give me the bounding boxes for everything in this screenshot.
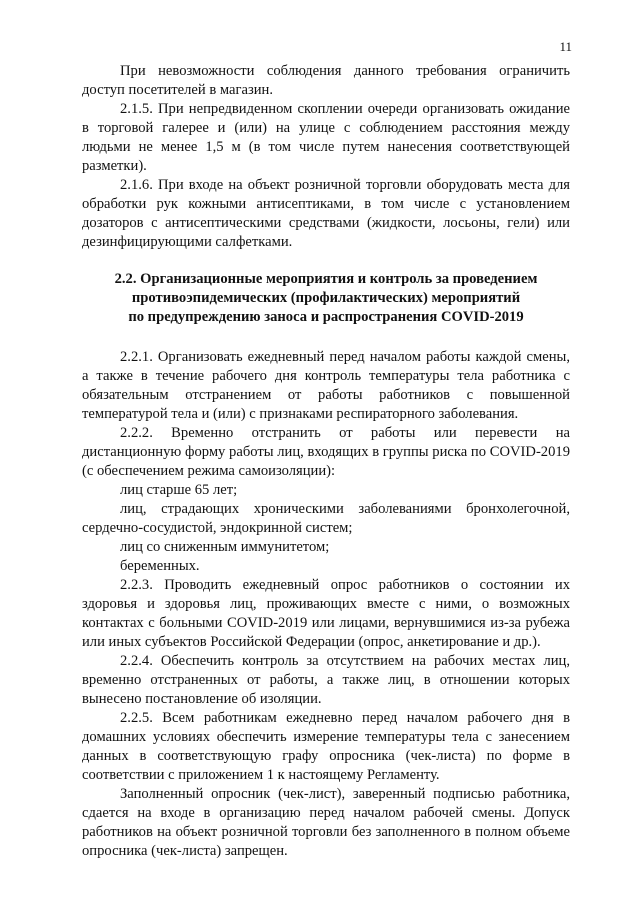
section-heading [82,270,570,327]
heading-line: 2.2. Организационные мероприятия и контроль за проведением [114,271,538,287]
paragraph: При невозможности соблюдения данного требования ограничить доступ посетителей в магазин. [82,63,570,98]
paragraph: 2.2.1. Организовать ежедневный перед началом работы каждой смены, а также в течение рабочего дня контроль температуры тела работника с обязательным отстранением от работы работников с повышенной температурой тела и (или) с признаками респираторного заболевания. [82,349,570,422]
heading-line: по предупреждению заноса и распространения COVID-2019 [128,309,524,325]
spacer [82,252,570,270]
paragraph: 2.2.3. Проводить ежедневный опрос работников о состоянии их здоровья и здоровья лиц, проживающих вместе с ними, о возможных контактах с больными COVID-2019 или лицами, вернувшимися из-за рубежа или иных субъектов Российской Федерации (опрос, анкетирование и др.). [82,577,570,650]
paragraph: 2.2.5. Всем работникам ежедневно перед началом рабочего дня в домашних условиях обеспечить измерение температуры тела с занесением данных в соответствующую графу опросника (чек-листа) по форме в соответствии с приложением 1 к настоящему Регламенту. [82,710,570,783]
document-body [82,62,570,861]
list-item: лиц, страдающих хроническими заболеваниями бронхолегочной, сердечно-сосудистой, эндокринной систем; [82,501,570,536]
list-item: беременных. [120,558,200,574]
heading-line: противоэпидемических (профилактических) мероприятий [131,290,521,306]
paragraph: Заполненный опросник (чек-лист), заверенный подписью работника, сдается на входе в организацию перед началом рабочей смены. Допуск работников на объект розничной торговли без заполненного в полном объеме опросника (чек-листа) запрещен. [82,786,570,859]
paragraph: 2.1.5. При непредвиденном скоплении очереди организовать ожидание в торговой галерее и (или) на улице с соблюдением расстояния между людьми не менее 1,5 м (в том числе путем нанесения соответствующей разметки). [82,101,570,174]
paragraph: 2.2.2. Временно отстранить от работы или перевести на дистанционную форму работы лиц, входящих в группы риска по COVID-2019 (с обеспечением режима самоизоляции): [82,425,570,479]
paragraph: 2.1.6. При входе на объект розничной торговли оборудовать места для обработки рук кожными антисептиками, в том числе с установлением дозаторов с антисептическими средствами (жидкости, лосьоны, гели) или дезинфицирующими салфетками. [82,177,570,250]
list-item: лиц со сниженным иммунитетом; [120,539,330,555]
paragraph: 2.2.4. Обеспечить контроль за отсутствием на рабочих местах лиц, временно отстраненных от работы, а также лиц, в отношении которых вынесено постановление об изоляции. [82,653,570,707]
spacer [82,327,570,348]
list-item: лиц старше 65 лет; [120,482,238,498]
page-number: 11 [559,39,572,54]
